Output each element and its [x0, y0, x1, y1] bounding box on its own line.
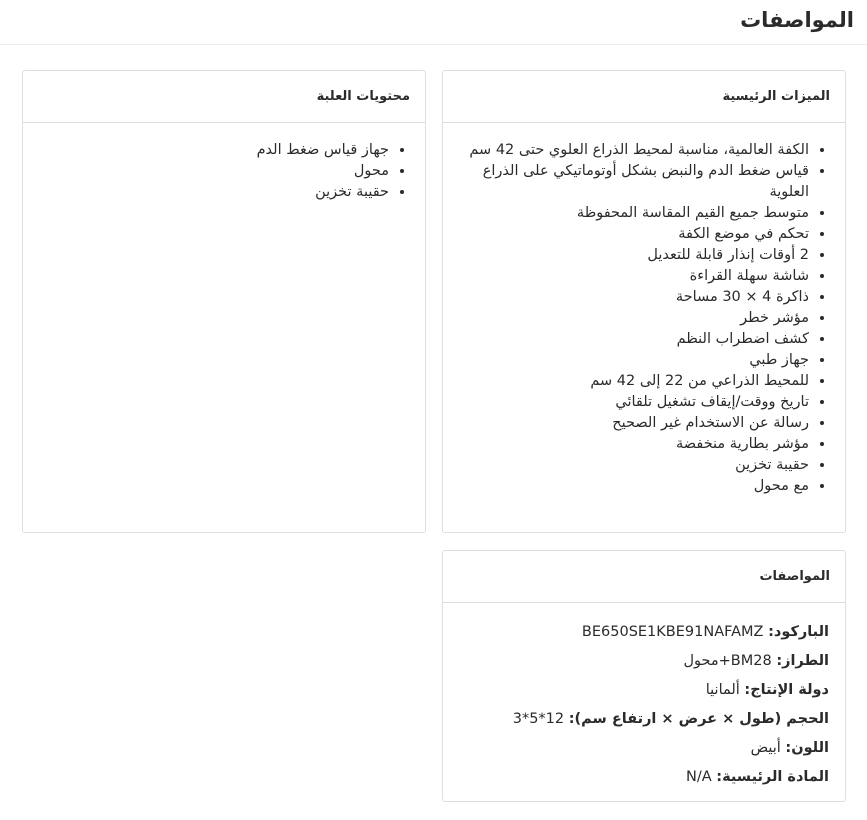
- list-item: • الكفة العالمية، مناسبة لمحيط الذراع العلوي حتى 42 سم: [455, 140, 809, 161]
- list-item: • جهاز طبي: [455, 350, 809, 371]
- spec-label: دولة الإنتاج:: [744, 682, 829, 698]
- key-features-card: [442, 70, 846, 533]
- key-features-title: الميزات الرئيسية: [722, 89, 830, 104]
- spec-label: المادة الرئيسية:: [716, 769, 829, 785]
- page-header: [0, 0, 867, 45]
- spec-label: اللون:: [785, 740, 829, 756]
- specifications-card: [442, 550, 846, 802]
- list-item: • للمحيط الذراعي من 22 إلى 42 سم: [455, 371, 809, 392]
- list-item: • مع محول: [455, 476, 809, 497]
- spec-row-barcode: [453, 618, 829, 647]
- box-contents-title: محتويات العلبة: [316, 89, 410, 104]
- key-features-list: [443, 140, 845, 497]
- list-item: • تحكم في موضع الكفة: [455, 224, 809, 245]
- list-item: • رسالة عن الاستخدام غير الصحيح: [455, 413, 809, 434]
- list-item: • متوسط جميع القيم المقاسة المحفوظة: [455, 203, 809, 224]
- list-item: • محول: [35, 161, 389, 182]
- list-item: • قياس ضغط الدم والنبض بشكل أوتوماتيكي على الذراع العلوية: [455, 161, 809, 203]
- spec-row-color: [453, 734, 829, 763]
- specifications-list: [443, 603, 845, 792]
- list-item: • حقيبة تخزين: [455, 455, 809, 476]
- list-item: • ذاكرة 4 × 30 مساحة: [455, 287, 809, 308]
- spec-row-size: [453, 705, 829, 734]
- box-contents-header: [23, 71, 425, 123]
- spec-value: ألمانيا: [705, 682, 740, 698]
- specifications-header: [443, 551, 845, 603]
- list-item: • حقيبة تخزين: [35, 182, 389, 203]
- spec-value: BE650SE1KBE91NAFAMZ: [581, 624, 764, 640]
- list-item: • 2 أوقات إنذار قابلة للتعديل: [455, 245, 809, 266]
- list-item: • مؤشر بطارية منخفضة: [455, 434, 809, 455]
- spec-value: 12*5*3: [512, 711, 565, 727]
- list-item: • مؤشر خطر: [455, 308, 809, 329]
- spec-row-material: [453, 763, 829, 792]
- list-item: • تاريخ ووقت/إيقاف تشغيل تلقائي: [455, 392, 809, 413]
- spec-row-model: [453, 647, 829, 676]
- spec-value: N/A: [686, 769, 712, 785]
- list-item: • شاشة سهلة القراءة: [455, 266, 809, 287]
- spec-label: الطراز:: [776, 653, 829, 669]
- specifications-title: المواصفات: [759, 569, 830, 584]
- spec-label: الحجم (طول × عرض × ارتفاع سم):: [568, 711, 829, 727]
- box-contents-card: [22, 70, 426, 533]
- list-item: • جهاز قياس ضغط الدم: [35, 140, 389, 161]
- spec-label: الباركود:: [768, 624, 829, 640]
- key-features-header: [443, 71, 845, 123]
- spec-value: أبيض: [750, 740, 781, 756]
- page-title: المواصفات: [740, 8, 854, 32]
- list-item: • كشف اضطراب النظم: [455, 329, 809, 350]
- spec-row-country: [453, 676, 829, 705]
- box-contents-list: [23, 140, 425, 203]
- spec-value: BM28+محول: [683, 653, 772, 669]
